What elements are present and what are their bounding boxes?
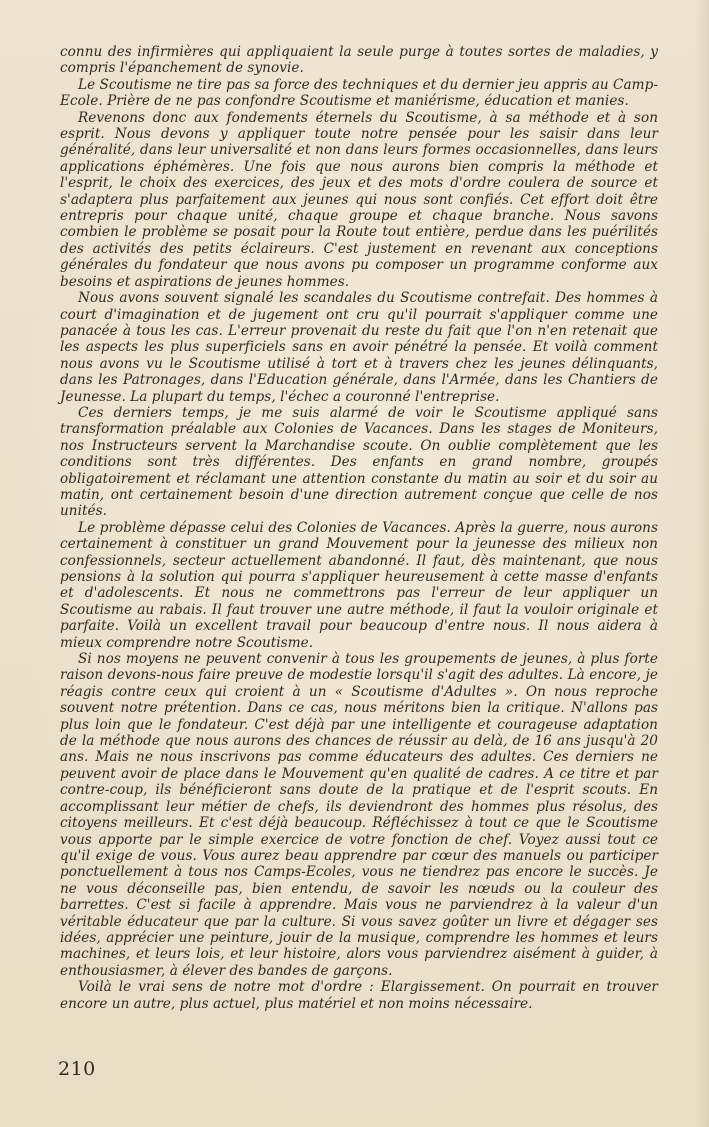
paragraph: Le Scoutisme ne tire pas sa force des techniques et du dernier jeu appris au Camp-Ecole. Prière de ne pas confondre Scoutisme et maniérisme, éducation et manies. [60, 76, 658, 110]
paragraph: Revenons donc aux fondements éternels du Scoutisme, à sa méthode et à son esprit. Nous devons y appliquer toute notre pensée pour les saisir dans leur généralité, dans leur universalité et non dans leurs formes occasionnelles, dans leurs applications éphémères. Une fois que nous aurons bien compris la méthode et l'esprit, le choix des exercices, des jeux et des mots d'ordre coulera de source et s'adaptera plus parfaitement aux jeunes qui nous sont confiés. Cet effort doit être entrepris pour chaque unité, chaque groupe et chaque branche. Nous savons combien le problème se posait pour la Route tout entière, perdue dans les puérilités des activités des petits éclaireurs. C'est justement en revenant aux conceptions générales du fondateur que nous avons pu composer un programme conforme aux besoins et aspirations de jeunes hommes. [60, 109, 658, 290]
paragraph: Si nos moyens ne peuvent convenir à tous les groupements de jeunes, à plus forte raison devons-nous faire preuve de modestie lorsqu'il s'agit des adultes. Là encore, je réagis contre ceux qui croient à un « Scoutisme d'Adultes ». On nous reproche souvent notre prétention. Dans ce cas, nous méritons bien la critique. N'allons pas plus loin que le fondateur. C'est déjà par une intelligente et courageuse adaptation de la méthode que nous aurons des chances de réussir au delà, de 16 ans jusqu'à 20 ans. Mais ne nous inscrivons pas comme éducateurs des adultes. Ces derniers ne peuvent avoir de place dans le Mouvement qu'en qualité de cadres. A ce titre et par contre-coup, ils bénéficieront sans doute de la pratique et de l'esprit scouts. En accomplissant leur métier de chefs, ils deviendront des hommes plus résolus, des citoyens meilleurs. Et c'est déjà beaucoup. Réfléchissez à tout ce que le Scoutisme vous apporte par le simple exercice de votre fonction de chef. Voyez aussi tout ce qu'il exige de vous. Vous aurez beau apprendre par cœur des manuels ou participer ponctuellement à tous nos Camps-Ecoles, vous ne tiendrez pas encore le succès. Je ne vous déconseille pas, bien entendu, de savoir les nœuds ou la couleur des barrettes. C'est si facile à apprendre. Mais vous ne parviendrez à la valeur d'un véritable éducateur que par la culture. Si vous savez goûter un livre et dégager ses idées, apprécier une peinture, jouir de la musique, comprendre les hommes et leurs machines, et leurs lois, et leur histoire, alors vous parviendrez aisément à guider, à enthousiasmer, à élever des bandes de garçons. [60, 651, 658, 979]
paragraph-continued: connu des infirmières qui appliquaient la seule purge à toutes sortes de maladies, y compris l'épanchement de synovie. [60, 44, 658, 77]
paragraph: Ces derniers temps, je me suis alarmé de voir le Scoutisme appliqué sans transformation préalable aux Colonies de Vacances. Dans les stages de Moniteurs, nos Instructeurs servent la Marchandise scoute. On oublie complètement que les conditions sont très différentes. Des enfants en grand nombre, groupés obligatoirement et réclamant une attention constante du matin au soir et du soir au matin, ont certainement besoin d'une direction autrement conçue que celle de nos unités. [60, 404, 658, 520]
paragraph: Nous avons souvent signalé les scandales du Scoutisme contrefait. Des hommes à court d'imagination et de jugement ont cru qu'il pourrait s'appliquer comme une panacée à tous les cas. L'erreur provenait du reste du fait que l'on n'en retenait que les aspects les plus superficiels sans en avoir pénétré la pensée. Et voilà comment nous avons vu le Scoutisme utilisé à tort et à travers chez les jeunes délinquants, dans les Patronages, dans l'Education générale, dans l'Armée, dans les Chantiers de Jeunesse. La plupart du temps, l'échec a couronné l'entreprise. [60, 290, 658, 405]
page-edge-shadow [695, 0, 709, 1127]
paragraph: Voilà le vrai sens de notre mot d'ordre : Elargissement. On pourrait en trouver encore un autre, plus actuel, plus matériel et non moins nécessaire. [60, 979, 658, 1012]
paragraph: Le problème dépasse celui des Colonies de Vacances. Après la guerre, nous aurons certainement à constituer un grand Mouvement pour la jeunesse des milieux non confessionnels, secteur actuellement abandonné. Il faut, dès maintenant, que nous pensions à la solution qui pourra s'appliquer heureusement à cette masse d'enfants et d'adolescents. Et nous ne commettrons pas l'erreur de leur appliquer un Scoutisme au rabais. Il faut trouver une autre méthode, il faut la vouloir originale et parfaite. Voilà un excellent travail pour beaucoup d'entre nous. Il nous aidera à mieux comprendre notre Scoutisme. [60, 519, 658, 651]
page-number: 210 [58, 1058, 96, 1080]
body-text [60, 44, 658, 1012]
